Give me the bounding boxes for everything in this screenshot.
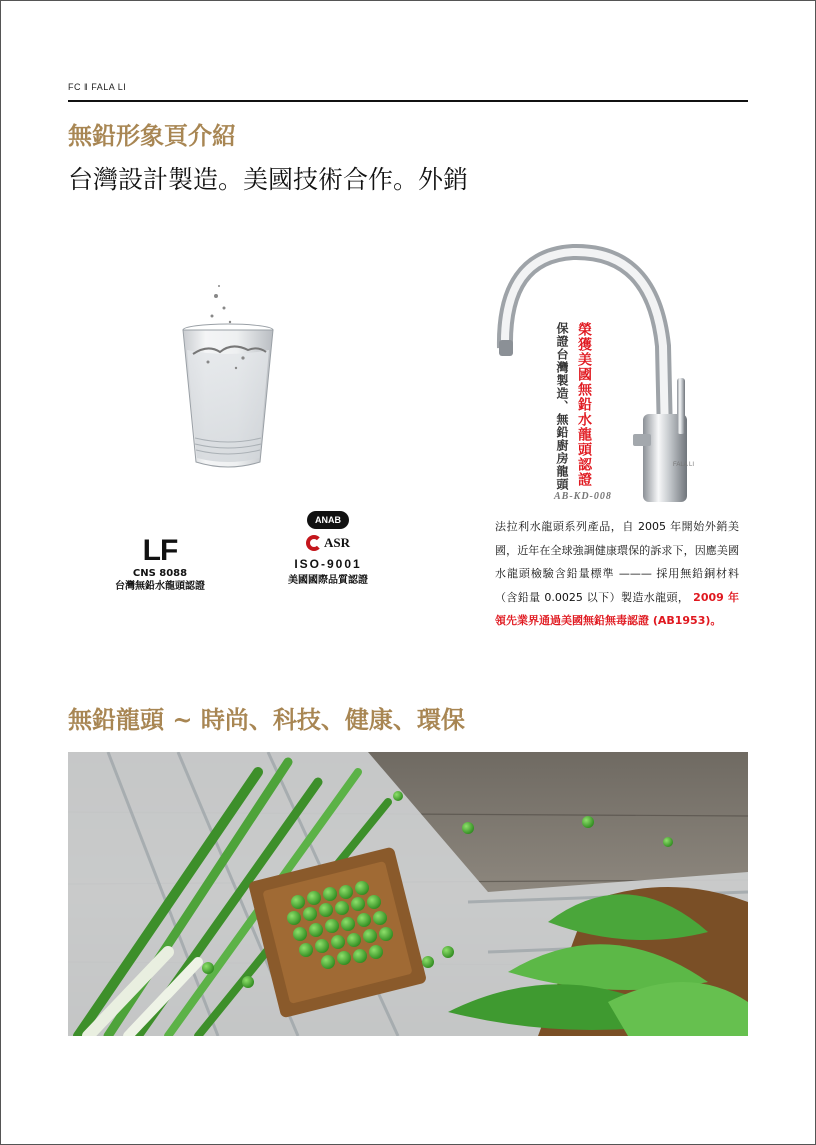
description-paragraph	[495, 515, 739, 633]
lf-description: 台灣無鉛水龍頭認證	[115, 581, 205, 592]
water-glass-image	[148, 250, 308, 490]
description-text: 法拉利水龍頭系列產品，自 2005 年開始外銷美國，近年在全球強調健康環保的訴求下，因應美國水龍頭檢驗含鉛量標準 ——— 採用無鉛銅材料（含鉛量 0.0025 以下）製造水龍頭，	[495, 520, 739, 604]
section-title-features: 無鉛龍頭 ~ 時尚、科技、健康、環保	[68, 705, 465, 734]
lf-certification	[100, 535, 220, 593]
faucet-guarantee-text: 保證台灣製造、無鉛廚房龍頭	[555, 322, 569, 491]
header-divider	[68, 100, 748, 102]
lf-mark: LF	[142, 534, 178, 567]
description-highlight: 2009 年領先業界通過美國無鉛無毒認證 (AB1953)。	[495, 590, 740, 627]
asr-logo	[306, 535, 350, 551]
anab-logo: ANAB	[307, 511, 349, 529]
iso-code: ISO-9001	[294, 557, 362, 571]
asr-text: ASR	[323, 535, 350, 550]
iso-certification	[278, 508, 378, 586]
iso-description: 美國國際品質認證	[288, 575, 368, 586]
faucet-model-code: AB-KD-008	[554, 491, 612, 502]
asr-swoosh-icon	[306, 535, 322, 551]
faucet-image	[493, 236, 713, 506]
lf-code: CNS 8088	[132, 568, 188, 579]
faucet-award-text: 榮獲美國無鉛水龍頭認證	[576, 322, 592, 487]
page-subtitle: 台灣設計製造。美國技術合作。外銷	[68, 165, 469, 194]
header-brand: FC ‖ FALA LI	[68, 82, 127, 92]
svg-text:FALA LI: FALA LI	[673, 462, 695, 468]
section-title-lead-free: 無鉛形象頁介紹	[68, 121, 236, 150]
vegetables-photo	[68, 752, 748, 1036]
